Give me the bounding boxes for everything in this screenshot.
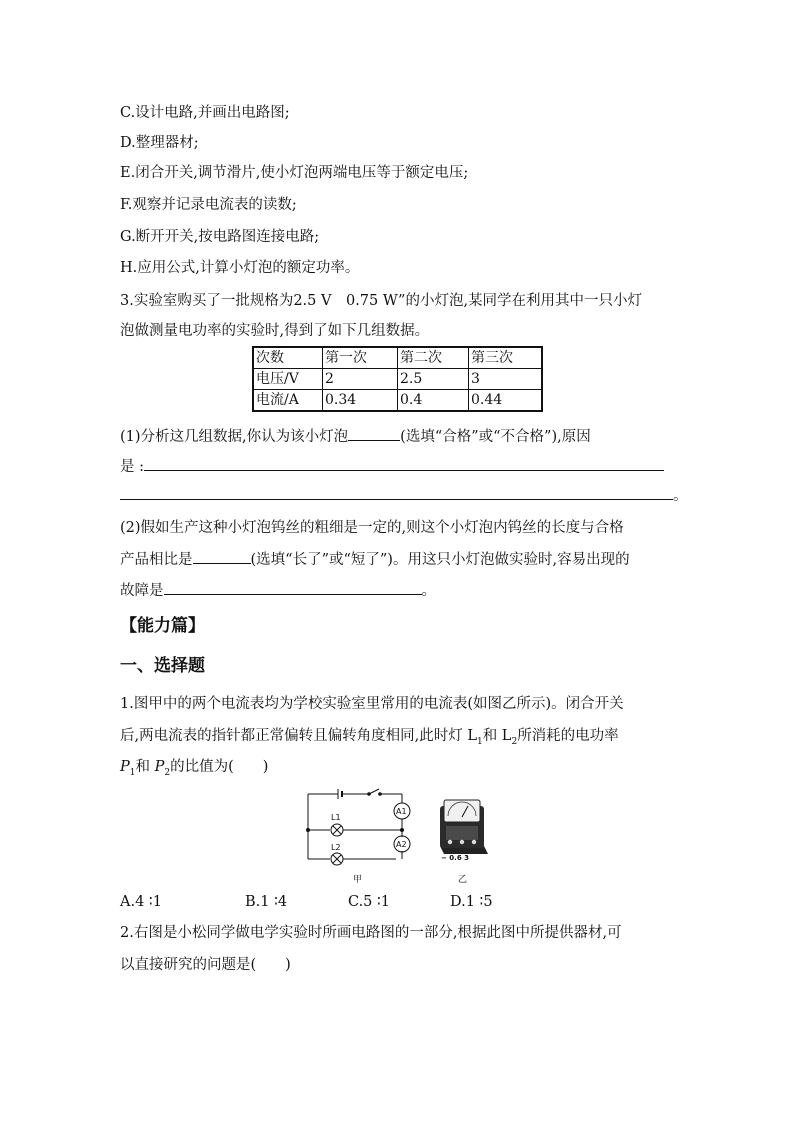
q3-part1-line2	[120, 455, 664, 477]
table-cell: 电流/A	[253, 390, 323, 412]
q3-part2-end: 。	[421, 583, 436, 599]
table-header-row	[253, 347, 542, 369]
step-d: D.整理器材;	[120, 135, 199, 151]
var-p: P	[154, 759, 165, 775]
ammeter-device-icon	[440, 800, 488, 854]
q3-part1-line3	[120, 484, 688, 506]
q3-part1-text-b: (选填“合格”或“不合格”),原因	[400, 429, 591, 445]
label-l2: L2	[331, 843, 341, 852]
step-c: C.设计电路,并画出电路图;	[120, 105, 290, 121]
q3-part1-text-a: (1)分析这几组数据,你认为该小灯泡	[120, 429, 349, 445]
label-a1: A1	[396, 807, 407, 816]
option-c: C.5 ∶1	[348, 894, 391, 910]
q3-part2-text-b: 产品相比是	[120, 552, 193, 568]
table-header-cell: 第二次	[398, 347, 469, 369]
option-b: B.1 ∶4	[245, 894, 288, 910]
label-a2: A2	[396, 840, 407, 849]
ammeter-terminals-label: − 0.6 3	[441, 854, 470, 862]
table-cell: 0.4	[398, 390, 469, 412]
label-l1: L1	[331, 813, 341, 822]
table-header-cell: 第一次	[323, 347, 398, 369]
mc2-line2: 以直接研究的问题是( )	[120, 957, 291, 973]
label-jia: 甲	[353, 875, 363, 885]
section-heading: 【能力篇】	[120, 616, 205, 636]
q3-part2-line1: (2)假如生产这种小灯泡钨丝的粗细是一定的,则这个小灯泡内钨丝的长度与合格	[120, 520, 624, 536]
table-row	[253, 369, 542, 390]
q3-line1: 3.实验室购买了一批规格为2.5 V 0.75 W”的小灯泡,某同学在利用其中一只小灯	[120, 293, 643, 309]
table-cell: 3	[469, 369, 543, 390]
step-f: F.观察并记录电流表的读数;	[120, 197, 297, 213]
subsection-heading: 一、选择题	[120, 656, 205, 676]
step-h: H.应用公式,计算小灯泡的额定功率。	[120, 260, 360, 276]
table-cell: 0.44	[469, 390, 543, 412]
subscript: 2	[511, 736, 518, 747]
table-cell: 2	[323, 369, 398, 390]
table-row	[253, 390, 542, 412]
q3-part1-line1	[120, 425, 591, 447]
step-g: G.断开开关,按电路图连接电路;	[120, 229, 320, 245]
mc1-line3	[120, 757, 268, 783]
var-p: P	[120, 759, 130, 775]
subscript: 1	[476, 736, 483, 747]
q3-line2: 泡做测量电功率的实验时,得到了如下几组数据。	[120, 323, 430, 339]
mc1-text: 的比值为( )	[170, 759, 269, 775]
mc1-line1: 1.图甲中的两个电流表均为学校实验室里常用的电流表(如图乙所示)。闭合开关	[120, 696, 624, 712]
table-header-cell: 第三次	[469, 347, 543, 369]
step-e: E.闭合开关,调节滑片,使小灯泡两端电压等于额定电压;	[120, 165, 469, 181]
table-cell: 2.5	[398, 369, 469, 390]
table-cell: 0.34	[323, 390, 398, 412]
answer-blank[interactable]	[348, 425, 400, 441]
data-table	[252, 346, 543, 412]
mc1-text: 所消耗的电功率	[517, 728, 619, 744]
mc2-line1: 2.右图是小松同学做电学实验时所画电路图的一部分,根据此图中所提供器材,可	[120, 925, 622, 941]
q3-part1-end: 。	[673, 488, 688, 504]
circuit-figure	[300, 786, 490, 886]
q3-part1-text-c: 是 :	[120, 459, 144, 475]
mc1-text: 后,两电流表的指针都正常偏转且偏转角度相同,此时灯 L	[120, 728, 477, 744]
label-yi: 乙	[458, 875, 468, 885]
q3-part2-text-c: (选填“长了”或“短了”)。用这只小灯泡做实验时,容易出现的	[250, 552, 630, 568]
table-cell: 电压/V	[253, 369, 323, 390]
q3-part2-line2	[120, 548, 630, 570]
answer-blank[interactable]	[120, 484, 673, 500]
subscript: 2	[164, 767, 171, 778]
table-header-cell: 次数	[253, 347, 323, 369]
q3-part2-line3	[120, 579, 436, 601]
answer-blank[interactable]	[144, 455, 664, 471]
q3-part2-text-d: 故障是	[120, 583, 164, 599]
subscript: 1	[129, 767, 136, 778]
option-a: A.4 ∶1	[120, 894, 162, 910]
mc1-text: 和 L	[482, 728, 512, 744]
answer-blank[interactable]	[193, 548, 251, 564]
mc1-line2	[120, 726, 619, 752]
mc1-text: 和	[135, 759, 155, 775]
option-d: D.1 ∶5	[450, 894, 493, 910]
answer-blank[interactable]	[164, 579, 422, 595]
